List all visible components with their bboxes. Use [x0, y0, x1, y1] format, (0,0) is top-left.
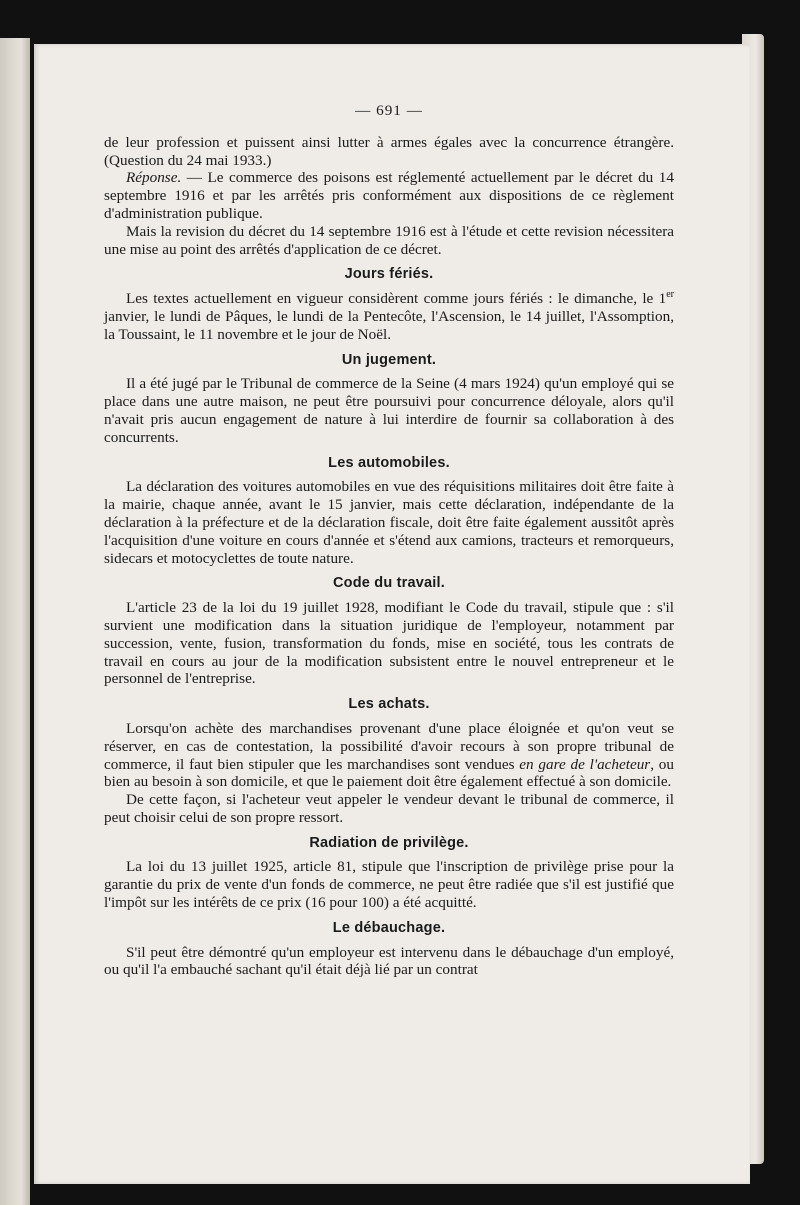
heading-jugement: Un jugement. — [341, 351, 437, 368]
code-travail-paragraph: L'article 23 de la loi du 19 juillet 1928, modifiant le Code du travail, stipule que : s'il survient une modification dans la situation juridique de l'employeur, notamment par succession, vente, fusion, transformation du fonds, mise en société, tous les contrats de travail en cours au jour de la modification subsistent entre le nouvel entrepreneur et le personnel de l'entreprise. — [104, 599, 674, 688]
jours-feries-text-b: janvier, le lundi de Pâques, le lundi de la Pentecôte, l'Ascension, le 14 juillet, l'Assomption, la Toussaint, le 11 novembre et le jour de Noël. — [104, 307, 674, 343]
achats-italic-phrase: en gare de l'acheteur — [519, 755, 651, 773]
page-content — [104, 102, 674, 979]
page-number: — 691 — — [355, 102, 423, 119]
heading-code-travail: Code du travail. — [333, 575, 445, 592]
document-page — [34, 44, 750, 1184]
achats-text-a: Lorsqu'on achète des marchandises provenant d'une place éloignée et qu'on veut se réserver, en cas de contestation, la possibilité d'avoir recours à son propre tribunal de commerce, il faut bien stipuler que les marchandises sont vendues — [104, 719, 674, 773]
intro-paragraph: de leur profession et puissent ainsi lutter à armes égales avec la concurrence étrangère. (Question du 24 mai 1933.) — [104, 133, 674, 169]
debauchage-paragraph: S'il peut être démontré qu'un employeur est intervenu dans le débauchage d'un employé, ou qu'il l'a embauché sachant qu'il était déjà lié par un contrat — [104, 943, 674, 979]
heading-automobiles: Les automobiles. — [328, 454, 450, 471]
jours-feries-text-a: Les textes actuellement en vigueur considèrent comme jours fériés : le dimanche, le 1 — [126, 290, 667, 308]
achats-paragraph — [104, 720, 674, 791]
adjacent-page-edge — [0, 38, 30, 1205]
radiation-paragraph: La loi du 13 juillet 1925, article 81, stipule que l'inscription de privilège prise pour la garantie du prix de vente d'un fonds de commerce, ne peut être radiée que s'il est justifié que l'impôt sur les intérêts de ce prix (16 pour 100) a été acquitté. — [104, 858, 674, 912]
achats-paragraph-2: De cette façon, si l'acheteur veut appeler le vendeur devant le tribunal de commerce, il peut choisir celui de son propre ressort. — [104, 791, 674, 826]
ordinal-superscript: er — [666, 289, 674, 301]
reponse-text: — Le commerce des poisons est réglementé actuellement par le décret du 14 septembre 1916 et par les arrêtés pris conformément aux dispositions de ce règlement d'administration publique. — [104, 169, 674, 222]
jours-feries-paragraph — [104, 290, 674, 343]
revision-paragraph: Mais la revision du décret du 14 septembre 1916 est à l'étude et cette revision nécessitera une mise au point des arrêtés d'application de ce décret. — [104, 222, 674, 258]
reponse-label: Réponse. — [126, 169, 182, 187]
heading-jours-feries: Jours fériés. — [344, 266, 434, 283]
heading-debauchage: Le débauchage. — [332, 919, 446, 936]
reponse-paragraph — [104, 169, 674, 222]
automobiles-paragraph: La déclaration des voitures automobiles en vue des réquisitions militaires doit être faite à la mairie, chaque année, avant le 15 janvier, mais cette déclaration, indépendante de la déclaration à la préfecture et de la déclaration fiscale, doit être faite également aussitôt après l'acquisition d'une voiture en cours d'année et s'étend aux camions, tracteurs et remorqueurs, sidecars et motocyclettes de toute nature. — [104, 478, 674, 567]
jugement-paragraph: Il a été jugé par le Tribunal de commerce de la Seine (4 mars 1924) qu'un employé qui se place dans une autre maison, ne peut être poursuivi pour concurrence déloyale, alors qu'il n'avait pris aucun engagement de nature à lui interdire de fournir sa collaboration à des concurrents. — [104, 375, 674, 446]
heading-achats: Les achats. — [348, 696, 430, 713]
achats-text-b: , ou bien au besoin à son domicile, et que le paiement doit être également effectué à son domicile. — [104, 755, 674, 791]
heading-radiation: Radiation de privilège. — [309, 834, 469, 851]
